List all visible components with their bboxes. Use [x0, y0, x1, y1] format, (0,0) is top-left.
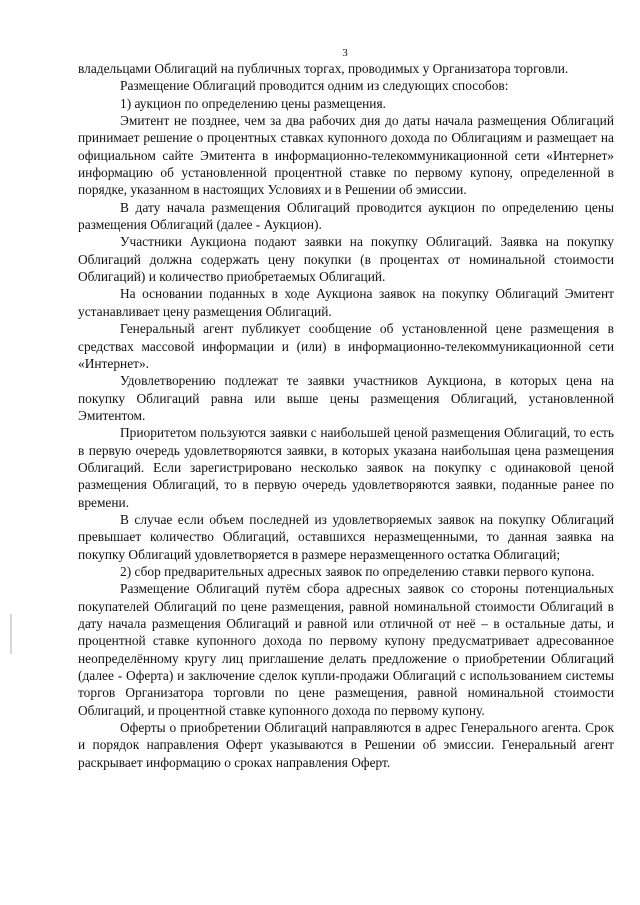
paragraph: Размещение Облигаций проводится одним из следующих способов:: [120, 78, 509, 94]
paragraph: Приоритетом пользуются заявки с наибольшей ценой размещения Облигаций, то есть в первую очередь удовлетворяются заявки, в которых указана наибольшая цена размещения Облигаций. Если зарегистрировано несколько заявок на покупку с одинаковой ценой размещения Облигаций, то в первую очередь удовлетворяются заявки, поданные ранее по времени.: [78, 425, 614, 510]
document-body: [78, 60, 614, 771]
list-item-auction: 1) аукцион по определению цены размещения.: [120, 95, 386, 111]
paragraph: Удовлетворению подлежат те заявки участников Аукциона, в которых цена на покупку Облигаций равна или выше цены размещения Облигаций, установленной Эмитентом.: [78, 373, 614, 423]
paragraph: В случае если объем последней из удовлетворяемых заявок на покупку Облигаций превышает количество Облигаций, оставшихся неразмещенными, то данная заявка на покупку Облигаций удовлетворяется в размере неразмещенного остатка Облигаций;: [78, 511, 614, 562]
paragraph: владельцами Облигаций на публичных торгах, проводимых у Организатора торговли.: [78, 61, 569, 76]
paragraph: На основании поданных в ходе Аукциона заявок на покупку Облигаций Эмитент устанавливает цену размещения Облигаций.: [78, 286, 614, 319]
paragraph: Оферты о приобретении Облигаций направляются в адрес Генерального агента. Срок и порядок направления Оферт указываются в Решении об эмиссии. Генеральный агент раскрывает информацию о сроках направления Оферт.: [78, 720, 614, 770]
paragraph: Генеральный агент публикует сообщение об установленной цене размещения в средствах массовой информации и (или) в информационно-телекоммуникационной сети «Интернет».: [78, 321, 614, 371]
paragraph: Размещение Облигаций путём сбора адресных заявок со стороны потенциальных покупателей Облигаций по цене размещения, равной номинальной стоимости Облигаций в дату начала размещения Облигаций и равной или отличной от неё – в остальные даты, и процентной ставке купонного дохода по первому купону предусматривает адресованное неопределённому кругу лиц приглашение делать предложение о приобретении Облигаций (далее - Оферта) и заключение сделок купли-продажи Облигаций с использованием системы торгов Организатора торговли по цене размещения, равной номинальной стоимости Облигаций, и процентной ставке купонного дохода по первому купону.: [78, 581, 614, 718]
paragraph: Участники Аукциона подают заявки на покупку Облигаций. Заявка на покупку Облигаций должна содержать цену покупки (в процентах от номинальной стоимости Облигаций) и количество приобретаемых Облигаций.: [78, 234, 614, 285]
list-item-book-building: 2) сбор предварительных адресных заявок по определению ставки первого купона.: [120, 563, 595, 579]
paragraph: В дату начала размещения Облигаций проводится аукцион по определению цены размещения Облигаций (далее - Аукцион).: [78, 199, 614, 233]
page-number: 3: [342, 47, 348, 59]
scan-artifact: [10, 614, 12, 654]
paragraph: Эмитент не позднее, чем за два рабочих дня до даты начала размещения Облигаций принимает решение о процентных ставках купонного дохода по Облигациям и размещает на официальном сайте Эмитента в информационно-телекоммуникационной сети «Интернет» информацию об установленной процентной ставке по первому купону, определенной в порядке, указанном в настоящих Условиях и в Решении об эмиссии.: [78, 113, 614, 198]
